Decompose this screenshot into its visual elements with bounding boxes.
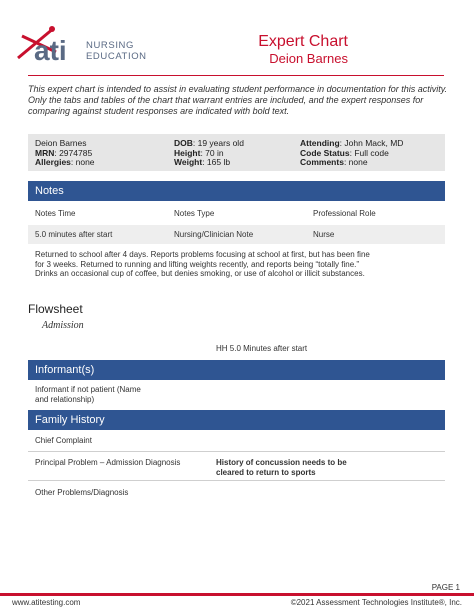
family-history-section-header: Family History <box>28 410 445 430</box>
notes-col-time: Notes Time <box>35 209 76 218</box>
patient-name: Deion Barnes <box>35 138 87 148</box>
patient-allergies: Allergies: none <box>35 157 95 167</box>
notes-col-role: Professional Role <box>313 209 376 218</box>
notes-row <box>28 225 445 244</box>
notes-text-line-1: Returned to school after 4 days. Reports problems focusing at school at first, but has been fine <box>35 250 370 259</box>
footer-divider <box>0 593 474 596</box>
notes-section-header: Notes <box>28 181 445 201</box>
row-divider <box>28 480 445 481</box>
row-divider <box>28 451 445 452</box>
patient-code-status: Code Status: Full code <box>300 147 389 158</box>
page-number: PAGE 1 <box>431 583 460 592</box>
notes-col-type: Notes Type <box>174 209 215 218</box>
principal-problem-value: History of concussion needs to be cleared to return to sports <box>216 458 347 477</box>
patient-weight: Weight: 165 lb <box>174 157 231 167</box>
notes-text <box>35 250 430 279</box>
informant-section-header: Informant(s) <box>28 360 445 380</box>
flowsheet-title: Flowsheet <box>28 302 83 316</box>
notes-column-headers <box>28 201 445 225</box>
patient-col-2 <box>174 139 244 168</box>
intro-text: This expert chart is intended to assist in evaluating student performance in documentation for this activity. Only the tabs and tables of the chart that warrant entries are included, and the expert responses for comparing against student responses are indicated with bold text. <box>28 84 448 116</box>
patient-col-3 <box>300 139 403 168</box>
patient-comments: Comments: none <box>300 157 368 167</box>
patient-col-1 <box>35 139 95 168</box>
header-divider <box>28 75 444 76</box>
flowsheet-time-header: HH 5.0 Minutes after start <box>216 344 308 353</box>
notes-text-line-2: for 3 weeks. Returned to running and lifting weights recently, and reports being “totally fine.” <box>35 259 360 269</box>
patient-mrn: MRN: 2974785 <box>35 147 93 158</box>
footer-copyright: ©2021 Assessment Technologies Institute®, Inc. <box>290 598 462 607</box>
logo-brand-text: ati <box>34 35 67 66</box>
page-title: Expert Chart <box>258 33 348 50</box>
logo-line-2: EDUCATION <box>86 51 147 62</box>
patient-attending: Attending: John Mack, MD <box>300 138 404 148</box>
principal-problem-label: Principal Problem – Admission Diagnosis <box>35 458 181 467</box>
patient-info-box <box>28 134 445 171</box>
footer-website-link[interactable]: www.atitesting.com <box>12 598 81 607</box>
notes-row-type: Nursing/Clinician Note <box>174 230 254 239</box>
notes-text-line-3: Drinks an occasional cup of coffee, but denies smoking, or use of alcohol or illicit substances. <box>35 269 365 278</box>
logo-line-1: NURSING <box>86 40 135 51</box>
notes-row-time: 5.0 minutes after start <box>35 230 113 239</box>
chief-complaint-label: Chief Complaint <box>35 436 92 445</box>
other-problems-label: Other Problems/Diagnosis <box>35 488 129 497</box>
page-subtitle: Deion Barnes <box>269 51 348 66</box>
patient-height: Height: 70 in <box>174 147 224 158</box>
patient-dob: DOB: 19 years old <box>174 138 244 148</box>
notes-row-role: Nurse <box>313 230 335 239</box>
informant-label: Informant if not patient (Name and relationship) <box>35 385 141 404</box>
flowsheet-section-admission: Admission <box>42 320 84 331</box>
